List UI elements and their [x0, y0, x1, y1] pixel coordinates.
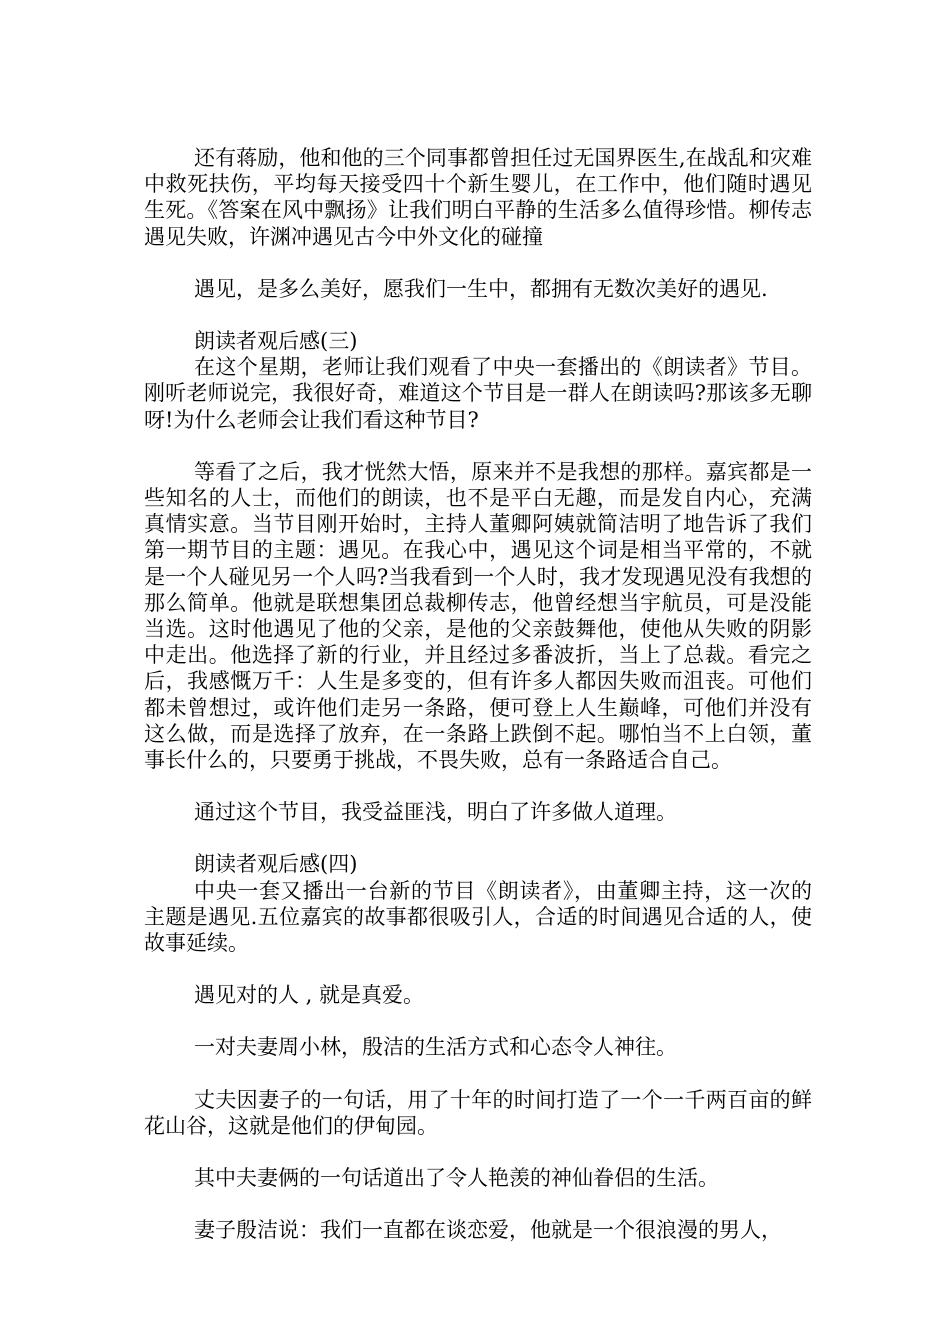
paragraph-true-love: 遇见对的人 , 就是真爱。: [194, 983, 425, 1008]
paragraph-new-program: 中央一套又播出一台新的节目《朗读者》，由董卿主持，这一次的主题是遇见.五位嘉宾的故事都很吸引人，合适的时间遇见合适的人，使故事延续。: [144, 878, 812, 956]
paragraph-jiang-li: 还有蒋励，他和他的三个同事都曾担任过无国界医生,在战乱和灾难中救死扶伤，平均每天接受四十个新生婴儿，在工作中，他们随时遇见生死。《答案在风中飘扬》让我们明白平静的生活多么值得珍惜。柳传志遇见失败，许渊冲遇见古今中外文化的碰撞: [144, 146, 812, 249]
section-heading-3: 朗读者观后感(三): [194, 329, 358, 354]
paragraph-liu-chuanzhi: 等看了之后，我才恍然大悟，原来并不是我想的那样。嘉宾都是一些知名的人士，而他们的朗读，也不是平白无趣，而是发自内心，充满真情实意。当节目刚开始时，主持人董卿阿姨就简洁明了地告诉了我们第一期节目的主题：遇见。在我心中，遇见这个词是相当平常的，不就是一个人碰见另一个人吗?当我看到一个人时，我才发现遇见没有我想的那么简单。他就是联想集团总裁柳传志，他曾经想当宇航员，可是没能当选。这时他遇见了他的父亲，是他的父亲鼓舞他，使他从失败的阴影中走出。他选择了新的行业，并且经过多番波折，当上了总裁。看完之后，我感慨万千：人生是多变的，但有许多人都因失败而沮丧。可他们都未曾想过，或许他们走另一条路，便可登上人生巅峰，可他们并没有这么做，而是选择了放弃，在一条路上跌倒不起。哪怕当不上白领，董事长什么的，只要勇于挑战，不畏失败，总有一条路适合自己。: [144, 459, 812, 773]
paragraph-wife-says: 妻子殷洁说：我们一直都在谈恋爱，他就是一个很浪漫的男人，: [194, 1218, 782, 1243]
paragraph-flower-valley: 丈夫因妻子的一句话，用了十年的时间打造了一个一千两百亩的鲜花山谷，这就是他们的伊甸园。: [144, 1087, 812, 1138]
paragraph-benefit: 通过这个节目，我受益匪浅，明白了许多做人道理。: [194, 800, 677, 825]
paragraph-meeting-beautiful: 遇见，是多么美好，愿我们一生中，都拥有无数次美好的遇见.: [194, 276, 768, 301]
paragraph-couple: 一对夫妻周小林，殷洁的生活方式和心态令人神往。: [194, 1035, 677, 1060]
paragraph-teacher-intro: 在这个星期，老师让我们观看了中央一套播出的《朗读者》节目。刚听老师说完，我很好奇，难道这个节目是一群人在朗读吗?那该多无聊呀!为什么老师会让我们看这种节目?: [144, 355, 812, 432]
section-heading-4: 朗读者观后感(四): [194, 852, 358, 877]
paragraph-couple-quote: 其中夫妻俩的一句话道出了令人艳羡的神仙眷侣的生活。: [194, 1166, 719, 1191]
document-page: [144, 145, 812, 1244]
